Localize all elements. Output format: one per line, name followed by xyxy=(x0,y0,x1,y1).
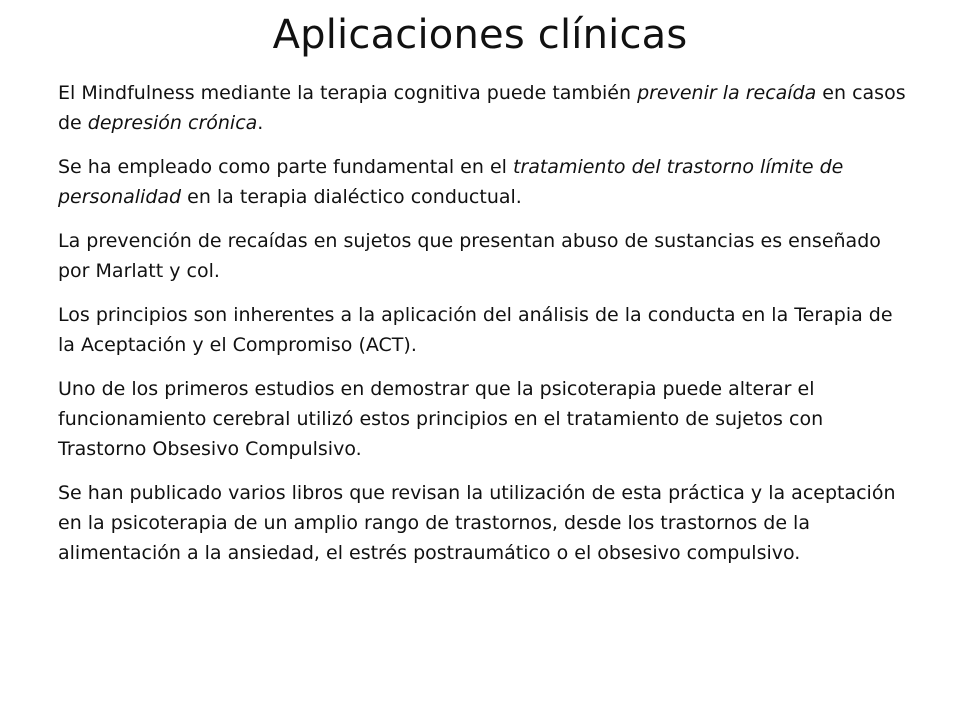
paragraph-text: Uno de los primeros estudios en demostrar que la psicoterapia puede alterar el funcionamiento cerebral utilizó estos principios en el tratamiento de sujetos con Trastorno Obsesivo Compulsivo. xyxy=(58,378,824,460)
emphasized-text: prevenir la recaída xyxy=(637,82,817,104)
body-paragraph xyxy=(58,478,908,568)
paragraph-text: Los principios son inherentes a la aplicación del análisis de la conducta en la Terapia de la Aceptación y el Compromiso (ACT). xyxy=(58,304,893,356)
slide-body xyxy=(58,78,908,582)
paragraph-text: El Mindfulness mediante la terapia cognitiva puede también xyxy=(58,82,638,104)
paragraph-text: Se han publicado varios libros que revisan la utilización de esta práctica y la aceptación en la psicoterapia de un amplio rango de trastornos, desde los trastornos de la alimentación a la ansiedad, el estrés postraumático o el obsesivo compulsivo. xyxy=(58,482,896,564)
body-paragraph xyxy=(58,374,908,464)
paragraph-text: en casos de xyxy=(58,82,906,134)
body-paragraph xyxy=(58,226,908,286)
paragraph-text: en la terapia dialéctico conductual. xyxy=(181,186,522,208)
body-paragraph xyxy=(58,300,908,360)
paragraph-text: La prevención de recaídas en sujetos que presentan abuso de sustancias es enseñado por Marlatt y col. xyxy=(58,230,881,282)
paragraph-text: . xyxy=(257,112,264,134)
body-paragraph xyxy=(58,152,908,212)
slide-title: Aplicaciones clínicas xyxy=(272,12,688,58)
paragraph-text: Se ha empleado como parte fundamental en el xyxy=(58,156,513,178)
emphasized-text: tratamiento del trastorno límite de personalidad xyxy=(58,156,844,208)
body-paragraph xyxy=(58,78,908,138)
emphasized-text: depresión crónica xyxy=(87,112,258,134)
